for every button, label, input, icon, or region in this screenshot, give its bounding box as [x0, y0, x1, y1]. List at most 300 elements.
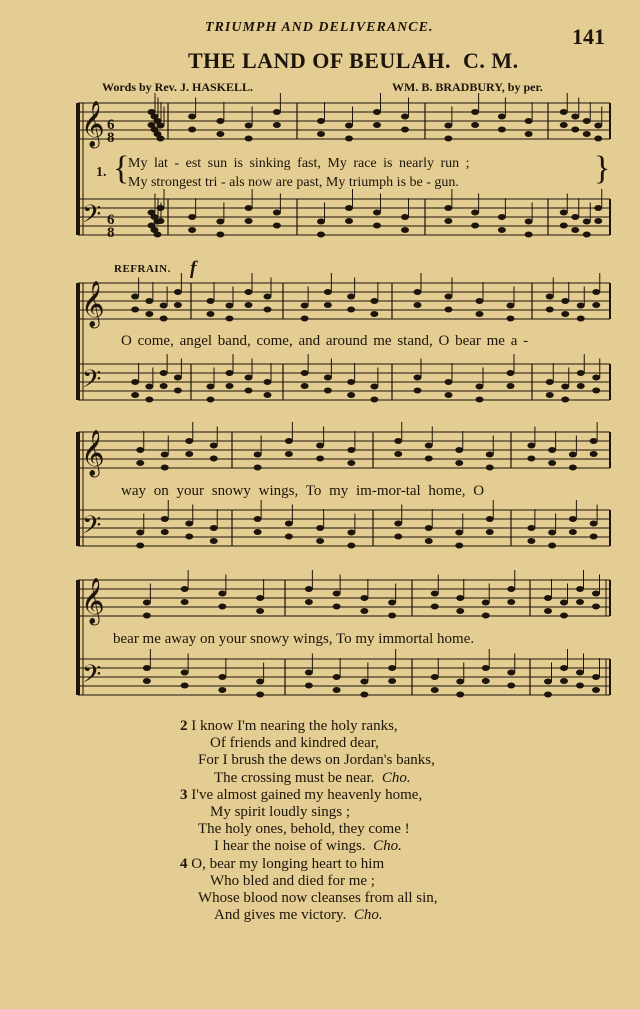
- note-head: [527, 443, 535, 449]
- note-head: [161, 529, 169, 535]
- note-head: [226, 303, 234, 309]
- note-head: [414, 289, 422, 295]
- note-head: [145, 311, 153, 317]
- note-head: [207, 397, 215, 403]
- note-head: [316, 525, 324, 531]
- note-head: [445, 379, 453, 385]
- note-head: [285, 438, 293, 444]
- note-head: [347, 447, 355, 453]
- note-head: [525, 131, 533, 137]
- note-head: [544, 692, 552, 698]
- note-head: [301, 383, 309, 389]
- bass-clef: 𝄢: [82, 660, 102, 695]
- note-head: [594, 205, 602, 211]
- note-head: [347, 294, 355, 300]
- note-head: [498, 227, 506, 233]
- note-head: [561, 397, 569, 403]
- note-head: [256, 608, 264, 614]
- note-head: [569, 452, 577, 458]
- treble-clef: 𝄞: [81, 101, 105, 147]
- note-head: [525, 118, 533, 124]
- note-head: [245, 289, 253, 295]
- note-head: [527, 456, 535, 462]
- note-head: [594, 218, 602, 224]
- note-head: [507, 599, 515, 605]
- note-head: [181, 670, 189, 676]
- note-head: [185, 451, 193, 457]
- note-head: [476, 298, 484, 304]
- note-head: [345, 136, 353, 142]
- note-head: [507, 586, 515, 592]
- note-head: [254, 465, 262, 471]
- note-head: [455, 543, 463, 549]
- note-head: [577, 316, 585, 322]
- note-head: [577, 370, 585, 376]
- note-head: [216, 118, 224, 124]
- note-head: [455, 447, 463, 453]
- note-head: [507, 316, 515, 322]
- note-head: [136, 460, 144, 466]
- note-head: [571, 214, 579, 220]
- note-head: [226, 383, 234, 389]
- note-head: [444, 218, 452, 224]
- note-head: [482, 600, 490, 606]
- note-head: [360, 692, 368, 698]
- note-head: [216, 219, 224, 225]
- note-head: [317, 131, 325, 137]
- note-head: [174, 375, 182, 381]
- note-head: [592, 388, 600, 394]
- note-head: [394, 534, 402, 540]
- note-head: [188, 114, 196, 120]
- note-head: [301, 370, 309, 376]
- hymn-meter: C. M.: [462, 48, 519, 73]
- note-head: [425, 456, 433, 462]
- verse-line: The crossing must be near. Cho.: [214, 769, 411, 786]
- note-head: [333, 687, 341, 693]
- note-head: [414, 388, 422, 394]
- note-head: [592, 302, 600, 308]
- note-head: [569, 465, 577, 471]
- note-head: [370, 384, 378, 390]
- verses-block: [180, 718, 438, 924]
- note-head: [592, 289, 600, 295]
- note-head: [317, 219, 325, 225]
- note-head: [583, 232, 591, 238]
- note-head: [333, 674, 341, 680]
- note-head: [316, 456, 324, 462]
- note-head: [181, 683, 189, 689]
- note-head: [425, 525, 433, 531]
- note-head: [577, 383, 585, 389]
- lyric-brace-right: }: [594, 150, 611, 187]
- note-head: [264, 307, 272, 313]
- note-head: [160, 316, 168, 322]
- note-head: [143, 678, 151, 684]
- note-head: [560, 122, 568, 128]
- note-head: [317, 118, 325, 124]
- note-head: [546, 294, 554, 300]
- note-head: [264, 392, 272, 398]
- note-head: [333, 604, 341, 610]
- note-head: [456, 608, 464, 614]
- note-head: [256, 595, 264, 601]
- note-head: [136, 543, 144, 549]
- note-head: [347, 379, 355, 385]
- note-head: [216, 131, 224, 137]
- note-head: [548, 543, 556, 549]
- note-head: [273, 109, 281, 115]
- running-head: TRIUMPH AND DELIVERANCE.: [205, 20, 434, 35]
- verse-number: 1.: [96, 165, 107, 180]
- note-head: [560, 109, 568, 115]
- note-head: [576, 586, 584, 592]
- note-head: [181, 586, 189, 592]
- note-head: [592, 674, 600, 680]
- verse-line: 3 I've almost gained my heavenly home,: [180, 786, 423, 803]
- note-head: [548, 460, 556, 466]
- note-head: [226, 316, 234, 322]
- note-head: [590, 521, 598, 527]
- note-head: [525, 219, 533, 225]
- note-head: [305, 670, 313, 676]
- note-head: [576, 670, 584, 676]
- note-head: [560, 665, 568, 671]
- note-head: [544, 679, 552, 685]
- note-head: [486, 465, 494, 471]
- note-head: [571, 114, 579, 120]
- note-head: [360, 679, 368, 685]
- note-head: [444, 123, 452, 129]
- note-head: [188, 127, 196, 133]
- note-head: [256, 679, 264, 685]
- refrain-lyric-3: bear me away on your snowy wings, To my immortal home.: [113, 631, 475, 647]
- note-head: [576, 599, 584, 605]
- note-head: [347, 460, 355, 466]
- note-head: [174, 289, 182, 295]
- note-head: [157, 136, 165, 142]
- note-head: [592, 591, 600, 597]
- note-head: [401, 227, 409, 233]
- note-head: [414, 375, 422, 381]
- note-head: [324, 302, 332, 308]
- note-head: [546, 392, 554, 398]
- note-head: [444, 205, 452, 211]
- note-head: [161, 516, 169, 522]
- note-head: [583, 131, 591, 137]
- note-head: [245, 302, 253, 308]
- note-head: [414, 302, 422, 308]
- note-head: [576, 683, 584, 689]
- note-head: [254, 452, 262, 458]
- note-head: [560, 600, 568, 606]
- note-head: [324, 388, 332, 394]
- note-head: [157, 218, 165, 224]
- note-head: [210, 525, 218, 531]
- note-head: [360, 608, 368, 614]
- note-head: [207, 298, 215, 304]
- note-head: [154, 232, 162, 238]
- note-head: [394, 451, 402, 457]
- note-head: [254, 529, 262, 535]
- note-head: [245, 388, 253, 394]
- note-head: [394, 438, 402, 444]
- note-head: [571, 227, 579, 233]
- note-head: [256, 692, 264, 698]
- lyric-line-1: My lat - est sun is sinking fast, My race is nearly run ;: [128, 156, 470, 171]
- note-head: [254, 516, 262, 522]
- note-head: [388, 678, 396, 684]
- note-head: [456, 679, 464, 685]
- lyric-line-2: My strongest tri - als now are past, My triumph is be - gun.: [128, 175, 459, 190]
- note-head: [245, 218, 253, 224]
- note-head: [273, 210, 281, 216]
- note-head: [131, 392, 139, 398]
- note-head: [560, 613, 568, 619]
- note-head: [285, 534, 293, 540]
- note-head: [561, 384, 569, 390]
- note-head: [590, 534, 598, 540]
- note-head: [476, 384, 484, 390]
- note-head: [445, 307, 453, 313]
- note-head: [131, 307, 139, 313]
- note-head: [394, 521, 402, 527]
- note-head: [347, 392, 355, 398]
- note-head: [210, 443, 218, 449]
- note-head: [455, 530, 463, 536]
- note-head: [370, 298, 378, 304]
- note-head: [507, 670, 515, 676]
- note-head: [456, 692, 464, 698]
- note-head: [471, 122, 479, 128]
- note-head: [486, 529, 494, 535]
- note-head: [471, 109, 479, 115]
- note-head: [482, 665, 490, 671]
- note-head: [273, 223, 281, 229]
- note-head: [370, 311, 378, 317]
- note-head: [174, 302, 182, 308]
- refrain-lyric-1: O come, angel band, come, and around me stand, O bear me a -: [121, 333, 529, 349]
- note-head: [373, 210, 381, 216]
- note-head: [388, 600, 396, 606]
- note-head: [316, 443, 324, 449]
- note-head: [471, 210, 479, 216]
- treble-clef: 𝄞: [81, 578, 105, 624]
- note-head: [245, 375, 253, 381]
- verse-line: 2 I know I'm nearing the holy ranks,: [180, 718, 398, 734]
- note-head: [592, 604, 600, 610]
- bass-clef: 𝄢: [82, 511, 102, 546]
- note-head: [431, 687, 439, 693]
- note-head: [444, 136, 452, 142]
- note-head: [188, 227, 196, 233]
- note-head: [592, 687, 600, 693]
- note-head: [136, 530, 144, 536]
- note-head: [360, 595, 368, 601]
- note-head: [456, 595, 464, 601]
- note-head: [544, 595, 552, 601]
- verse-line: I hear the noise of wings. Cho.: [214, 838, 402, 855]
- note-head: [425, 443, 433, 449]
- note-head: [143, 600, 151, 606]
- note-head: [210, 456, 218, 462]
- note-head: [455, 460, 463, 466]
- verse-line: Who bled and died for me ;: [210, 872, 375, 889]
- note-head: [401, 114, 409, 120]
- note-head: [136, 447, 144, 453]
- note-head: [548, 447, 556, 453]
- refrain-lyric-2: way on your snowy wings, To my im-mor-tal home, O: [121, 483, 485, 499]
- note-head: [373, 122, 381, 128]
- note-head: [185, 534, 193, 540]
- note-head: [174, 388, 182, 394]
- note-head: [324, 289, 332, 295]
- note-head: [560, 210, 568, 216]
- note-head: [546, 379, 554, 385]
- verse-line: 4 O, bear my longing heart to him: [180, 855, 385, 872]
- note-head: [507, 383, 515, 389]
- note-head: [546, 307, 554, 313]
- note-head: [583, 118, 591, 124]
- note-head: [218, 687, 226, 693]
- verse-line: My spirit loudly sings ;: [210, 804, 351, 821]
- note-head: [185, 521, 193, 527]
- page-number: 141: [572, 24, 605, 49]
- note-head: [226, 370, 234, 376]
- note-head: [218, 591, 226, 597]
- note-head: [388, 613, 396, 619]
- note-head: [210, 538, 218, 544]
- note-head: [207, 311, 215, 317]
- note-head: [317, 232, 325, 238]
- note-head: [347, 543, 355, 549]
- note-head: [161, 452, 169, 458]
- note-head: [486, 516, 494, 522]
- note-head: [548, 530, 556, 536]
- note-head: [305, 683, 313, 689]
- note-head: [445, 294, 453, 300]
- note-head: [569, 516, 577, 522]
- bass-clef: 𝄢: [82, 365, 102, 400]
- note-head: [561, 298, 569, 304]
- note-head: [264, 379, 272, 385]
- note-head: [316, 538, 324, 544]
- note-head: [498, 127, 506, 133]
- note-head: [157, 205, 165, 211]
- note-head: [131, 379, 139, 385]
- note-head: [207, 384, 215, 390]
- note-head: [401, 214, 409, 220]
- note-head: [305, 586, 313, 592]
- note-head: [445, 392, 453, 398]
- verse-line: Whose blood now cleanses from all sin,: [198, 890, 438, 907]
- note-head: [590, 438, 598, 444]
- note-head: [560, 223, 568, 229]
- note-head: [160, 383, 168, 389]
- note-head: [305, 599, 313, 605]
- note-head: [431, 674, 439, 680]
- verse-line: And gives me victory. Cho.: [214, 907, 383, 924]
- note-head: [594, 123, 602, 129]
- note-head: [425, 538, 433, 544]
- note-head: [345, 218, 353, 224]
- note-head: [301, 303, 309, 309]
- note-head: [507, 683, 515, 689]
- music-credit: WM. B. BRADBURY, by per.: [392, 80, 543, 94]
- note-head: [157, 123, 165, 129]
- note-head: [527, 538, 535, 544]
- note-head: [160, 370, 168, 376]
- note-head: [507, 370, 515, 376]
- note-head: [401, 127, 409, 133]
- note-head: [498, 214, 506, 220]
- note-head: [161, 465, 169, 471]
- note-head: [285, 451, 293, 457]
- bass-clef: 𝄢: [82, 200, 102, 235]
- note-head: [345, 205, 353, 211]
- lyric-brace-left: {: [113, 150, 130, 187]
- note-head: [525, 232, 533, 238]
- note-head: [345, 123, 353, 129]
- note-head: [333, 591, 341, 597]
- verse-line: The holy ones, behold, they come !: [198, 821, 410, 838]
- note-head: [373, 109, 381, 115]
- note-head: [216, 232, 224, 238]
- verse-line: For I brush the dews on Jordan's banks,: [198, 752, 435, 769]
- note-head: [571, 127, 579, 133]
- note-head: [476, 397, 484, 403]
- refrain-label: REFRAIN.: [114, 263, 171, 275]
- note-head: [324, 375, 332, 381]
- note-head: [143, 665, 151, 671]
- note-head: [507, 303, 515, 309]
- note-head: [569, 529, 577, 535]
- note-head: [560, 678, 568, 684]
- note-head: [145, 298, 153, 304]
- note-head: [245, 205, 253, 211]
- dynamic-forte: f: [190, 258, 197, 279]
- note-head: [273, 122, 281, 128]
- note-head: [245, 123, 253, 129]
- treble-clef: 𝄞: [81, 281, 105, 327]
- note-head: [131, 294, 139, 300]
- note-head: [592, 375, 600, 381]
- note-head: [145, 397, 153, 403]
- note-head: [583, 219, 591, 225]
- note-head: [577, 303, 585, 309]
- note-head: [245, 136, 253, 142]
- note-head: [185, 438, 193, 444]
- note-head: [347, 307, 355, 313]
- note-head: [482, 613, 490, 619]
- note-head: [498, 114, 506, 120]
- note-head: [482, 678, 490, 684]
- note-head: [476, 311, 484, 317]
- hymn-title-text: THE LAND OF BEULAH.: [188, 48, 451, 73]
- note-head: [527, 525, 535, 531]
- note-head: [471, 223, 479, 229]
- note-head: [218, 604, 226, 610]
- treble-time-signature: 6 8: [107, 117, 115, 146]
- note-head: [431, 591, 439, 597]
- note-head: [590, 451, 598, 457]
- note-head: [388, 665, 396, 671]
- note-head: [143, 613, 151, 619]
- note-head: [373, 223, 381, 229]
- note-head: [561, 311, 569, 317]
- note-head: [301, 316, 309, 322]
- note-head: [181, 599, 189, 605]
